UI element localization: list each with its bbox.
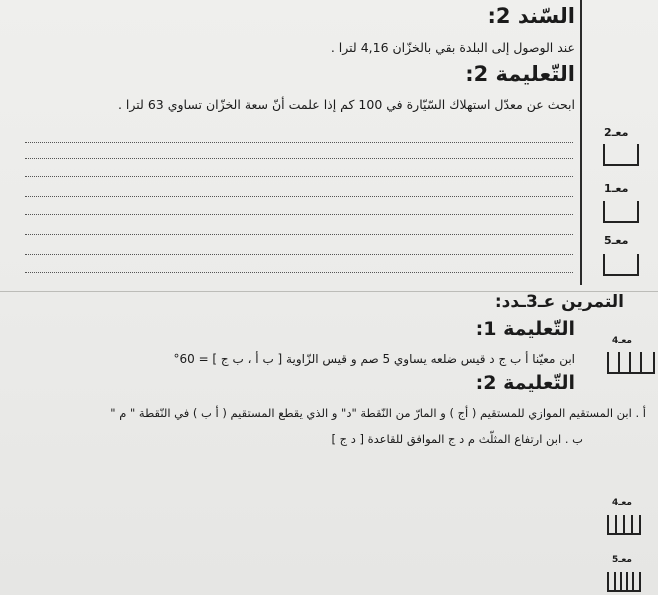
grade-box-4-cells[interactable] — [607, 515, 641, 535]
document-2-text: عند الوصول إلى البلدة بقي بالخزّان 4,16 لترا . — [330, 40, 575, 55]
grade-criterion-label: معـ4 — [612, 498, 632, 508]
answer-line — [25, 234, 573, 235]
answer-line — [25, 214, 573, 215]
grade-criterion-label: معـ5 — [612, 555, 632, 565]
exercise-3-task-2-title: التّعليمة 2: — [475, 372, 575, 394]
grade-box[interactable] — [603, 201, 639, 223]
answer-line — [25, 254, 573, 255]
exercise-3-task-1-text: ابن معيّنا أ ب ج د قيس ضلعه يساوي 5 صم و قيس الزّاوية [ ب أ ، ب ج ] = 60° — [173, 352, 575, 366]
grade-criterion-label: معـ2 — [604, 126, 629, 139]
grade-criterion-label: معـ1 — [604, 182, 629, 195]
answer-line — [25, 272, 573, 273]
grade-box-5-cells[interactable] — [607, 572, 641, 592]
document-2-title: السّند 2: — [487, 4, 575, 28]
answer-line — [25, 158, 573, 159]
exercise-3-task-2-part-b: ب . ابن ارتفاع المثلّث م د ج الموافق للقاعدة [ د ج ] — [331, 432, 583, 446]
margin-divider — [580, 0, 582, 285]
grade-box[interactable] — [603, 254, 639, 276]
answer-line — [25, 176, 573, 177]
answer-line — [25, 196, 573, 197]
exercise-3-title: التمرين عـ3ـدد: — [494, 292, 624, 312]
grade-box-4-cells[interactable] — [607, 352, 655, 374]
grade-box[interactable] — [603, 144, 639, 166]
grade-criterion-label: معـ5 — [604, 234, 629, 247]
exercise-3-task-1-title: التّعليمة 1: — [475, 318, 575, 340]
task-2-title: التّعليمة 2: — [465, 62, 575, 86]
answer-line — [25, 142, 573, 143]
task-2-text: ابحث عن معدّل استهلاك السّيّارة في 100 كم إذا علمت أنّ سعة الخزّان تساوي 63 لترا . — [117, 97, 575, 112]
exercise-3-task-2-part-a: أ . ابن المستقيم الموازي للمستقيم ( أج ) و المارّ من النّقطة "د" و الذي يقطع المستقيم ( أ ب ) في النّقطة " م " — [110, 406, 646, 420]
grade-criterion-label: معـ4 — [612, 336, 632, 346]
